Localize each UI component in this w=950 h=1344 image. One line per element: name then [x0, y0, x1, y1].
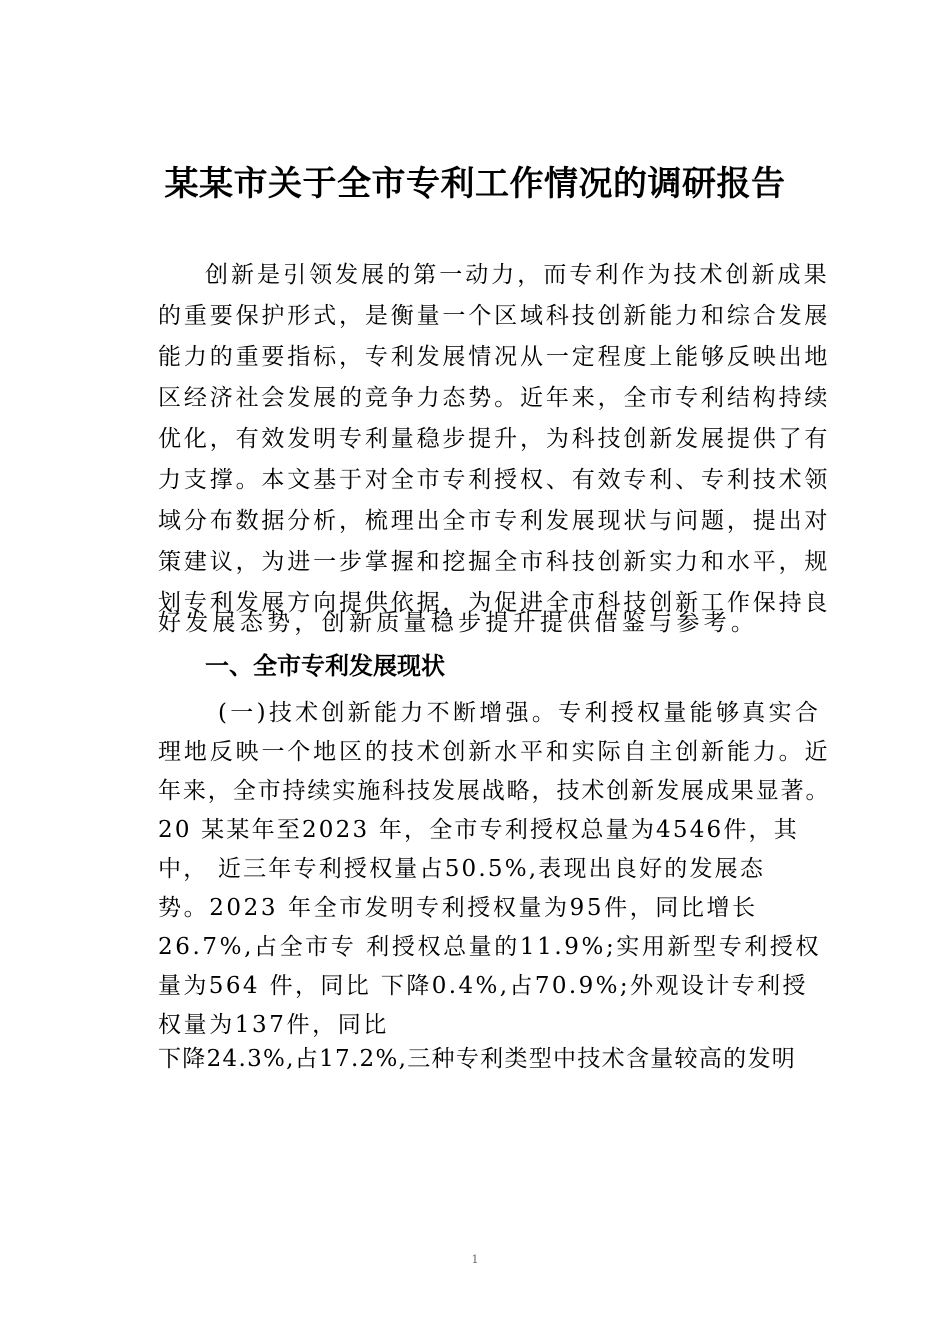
text-line: 力支撑。本文基于对全市专利授权、有效专利、专利技术领 [158, 467, 831, 493]
text-line: (一)技术创新能力不断增强。专利授权量能够真实合 [218, 700, 822, 726]
text-line: 20 某某年至2023 年，全市专利授权总量为4546件，其 [158, 817, 799, 843]
text-line: 权量为137件，同比 [158, 1012, 389, 1038]
section-heading: 一、全市专利发展现状 [205, 652, 445, 680]
text-line: 策建议，为进一步掌握和挖掘全市科技创新实力和水平，规 [158, 549, 831, 575]
text-line: 26.7%,占全市专 利授权总量的11.9%;实用新型专利授权 [158, 934, 822, 960]
text-line: 好发展态势，创新质量稳步提升提供借鉴与参考。 [158, 610, 759, 636]
page-number: 1 [471, 1253, 479, 1266]
text-line: 理地反映一个地区的技术创新水平和实际自主创新能力。近 [158, 739, 831, 765]
text-line: 区经济社会发展的竞争力态势。近年来，全市专利结构持续 [158, 385, 831, 411]
text-line: 能力的重要指标，专利发展情况从一定程度上能够反映出地 [158, 344, 831, 370]
text-line: 划专利发展方向提供依据，为促进全市科技创新工作保持良 [158, 590, 831, 616]
text-line: 创新是引领发展的第一动力，而专利作为技术创新成果 [205, 262, 830, 288]
text-line: 势。2023 年全市发明专利授权量为95件，同比增长 [158, 895, 758, 921]
text-line: 中， 近三年专利授权量占50.5%,表现出良好的发展态 [158, 856, 766, 882]
text-line: 下降24.3%,占17.2%,三种专利类型中技术含量较高的发明 [158, 1046, 797, 1072]
document-title: 某某市关于全市专利工作情况的调研报告 [164, 164, 786, 204]
text-line: 优化，有效发明专利量稳步提升，为科技创新发展提供了有 [158, 426, 831, 452]
text-line: 的重要保护形式，是衡量一个区域科技创新能力和综合发展 [158, 303, 831, 329]
text-line: 年来，全市持续实施科技发展战略，技术创新发展成果显著。 [158, 778, 831, 804]
text-line: 量为564 件，同比 下降0.4%,占70.9%;外观设计专利授 [158, 973, 808, 999]
text-line: 域分布数据分析，梳理出全市专利发展现状与问题，提出对 [158, 508, 831, 534]
